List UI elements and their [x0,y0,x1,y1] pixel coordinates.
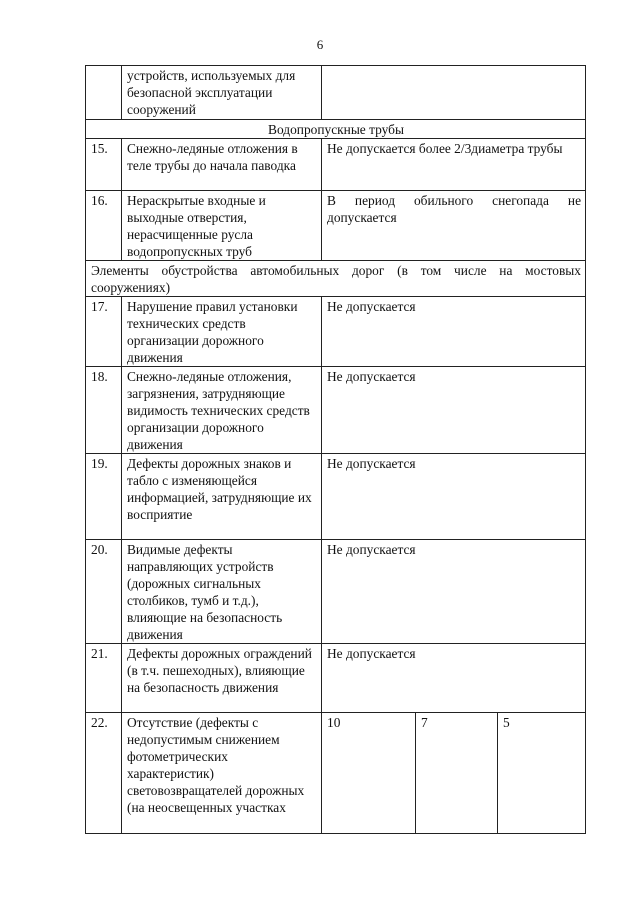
section-title: Элементы обустройства автомобильных дорог (в том числе на мостовых сооружениях) [86,261,586,297]
requirements-table [85,65,586,834]
row-description: Дефекты дорожных знаков и табло с изменяющейся информацией, затрудняющие их восприятие [122,454,322,540]
row-number: 16. [86,191,122,261]
row-number: 20. [86,540,122,644]
table-row [86,540,586,644]
table-row [86,454,586,540]
table-row [86,66,586,120]
table-row [86,713,586,834]
row-number [86,66,122,120]
page-number: 6 [316,37,324,52]
table-row [86,191,586,261]
row-value: 10 [322,713,416,834]
row-value: 5 [498,713,586,834]
row-number: 15. [86,139,122,191]
table-row [86,139,586,191]
section-title: Водопропускные трубы [86,120,586,139]
row-value: 7 [416,713,498,834]
table-row [86,367,586,454]
section-header-row [86,261,586,297]
row-description: Дефекты дорожных ограждений (в т.ч. пешеходных), влияющие на безопасность движения [122,644,322,713]
row-requirement: Не допускается [322,454,586,540]
row-requirement: Не допускается [322,297,586,367]
row-number: 19. [86,454,122,540]
row-number: 18. [86,367,122,454]
row-description: устройств, используемых для безопасной эксплуатации сооружений [122,66,322,120]
row-requirement: В период обильного снегопада не допускается [322,191,586,261]
row-requirement: Не допускается [322,644,586,713]
row-requirement: Не допускается [322,540,586,644]
row-requirement: Не допускается [322,367,586,454]
table-row [86,644,586,713]
row-number: 21. [86,644,122,713]
row-description: Видимые дефекты направляющих устройств (дорожных сигнальных столбиков, тумб и т.д.), влияющие на безопасность движения [122,540,322,644]
row-requirement: Не допускается более 2/3диаметра трубы [322,139,586,191]
row-description: Нераскрытые входные и выходные отверстия, нерасчищенные русла водопропускных труб [122,191,322,261]
row-description: Снежно-ледяные отложения в теле трубы до начала паводка [122,139,322,191]
row-requirement [322,66,586,120]
section-header-row [86,120,586,139]
row-number: 17. [86,297,122,367]
row-number: 22. [86,713,122,834]
row-description: Отсутствие (дефекты с недопустимым снижением фотометрических характеристик) световозвращателей дорожных (на неосвещенных участках [122,713,322,834]
row-description: Снежно-ледяные отложения, загрязнения, затрудняющие видимость технических средств организации дорожного движения [122,367,322,454]
table-row [86,297,586,367]
row-description: Нарушение правил установки технических средств организации дорожного движения [122,297,322,367]
